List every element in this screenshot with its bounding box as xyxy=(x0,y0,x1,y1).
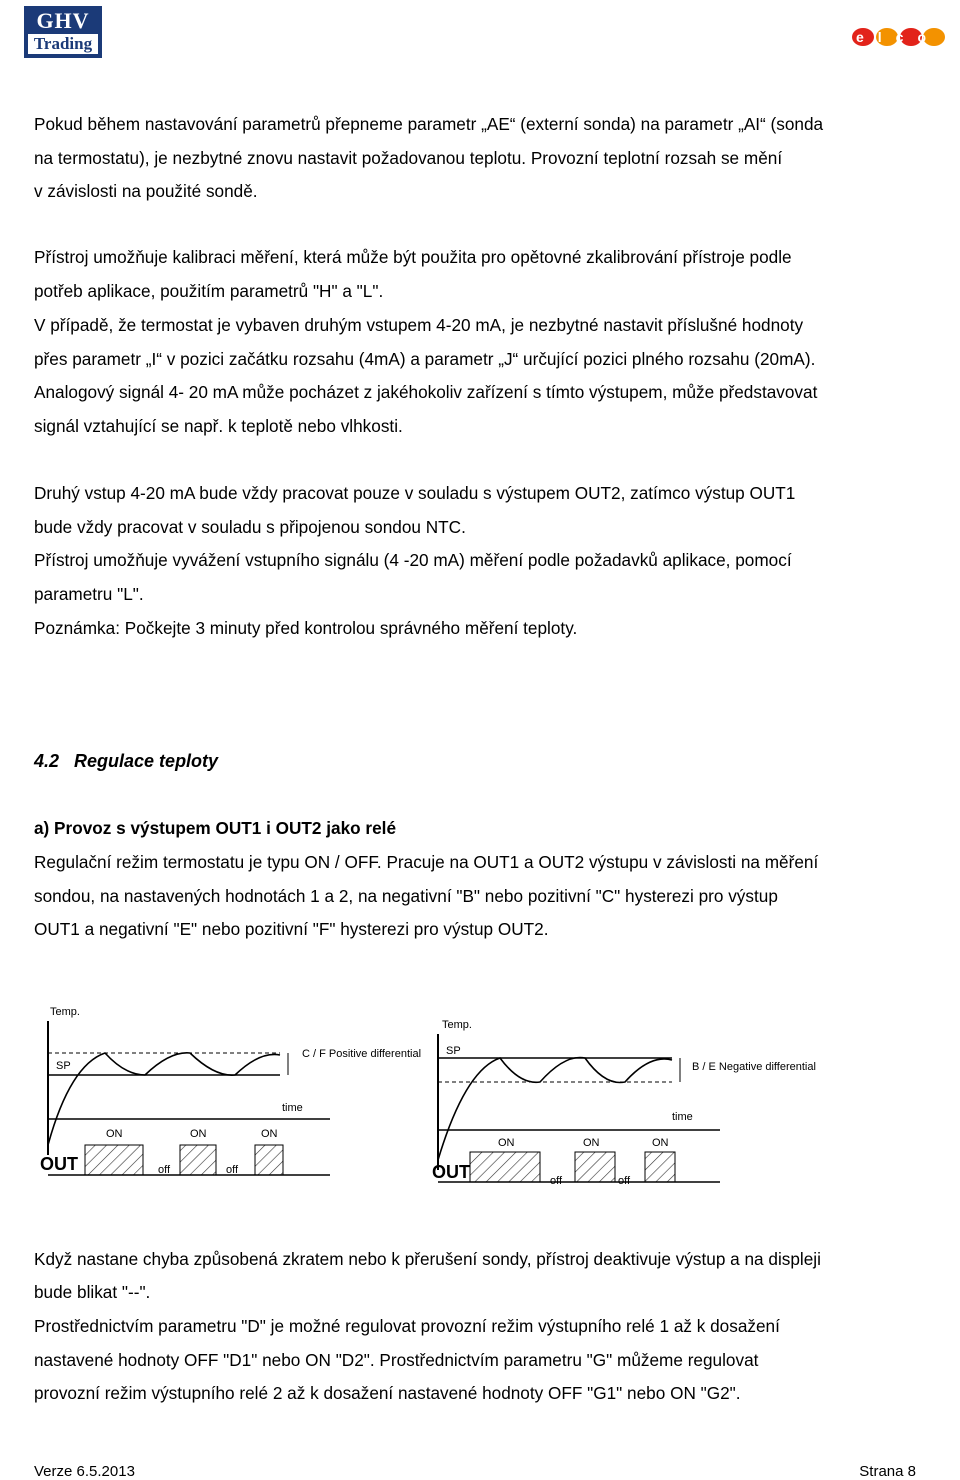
p2-line-1: Přístroj umožňuje kalibraci měření, která může být použita pro opětovné zkalibrování přístroje podle xyxy=(34,247,792,267)
time-label: time xyxy=(282,1102,303,1114)
on-block-3 xyxy=(645,1152,675,1182)
on-block-1 xyxy=(85,1145,143,1175)
p1-line-2: na termostatu), je nezbytné znovu nastavit požadovanou teplotu. Provozní teplotní rozsah se mění xyxy=(34,148,783,168)
on-label-2: ON xyxy=(190,1128,207,1140)
on-label-3: ON xyxy=(261,1128,278,1140)
p3-line-1: V případě, že termostat je vybaven druhým vstupem 4-20 mA, je nezbytné nastavit příslušné hodnoty xyxy=(34,315,804,335)
p4-note: Poznámka: Počkejte 3 minuty před kontrolou správného měření teploty. xyxy=(34,618,578,638)
p4-line-3: Přístroj umožňuje vyvážení vstupního signálu (4 -20 mA) měření podle požadavků aplikace, pomocí xyxy=(34,550,792,570)
p5-line-1: Regulační režim termostatu je typu ON / OFF. Pracuje na OUT1 a OUT2 výstupu v závislosti na měření xyxy=(34,852,819,872)
on-label-1: ON xyxy=(498,1137,515,1149)
diagram-positive-differential xyxy=(30,995,440,1205)
logo-trading-text: Trading xyxy=(28,34,98,54)
p3-line-4: signál vztahující se např. k teplotě nebo vlhkosti. xyxy=(34,416,403,436)
on-label-2: ON xyxy=(583,1137,600,1149)
logo-elco-text: elco xyxy=(855,29,941,45)
negative-differential-label: B / E Negative differential xyxy=(692,1061,816,1073)
sp-label: SP xyxy=(56,1060,71,1072)
temp-axis-label: Temp. xyxy=(50,1006,80,1018)
logo-ghv-text: GHV xyxy=(36,8,90,33)
p4-line-2: bude vždy pracovat v souladu s připojenou sondou NTC. xyxy=(34,517,466,537)
on-label-3: ON xyxy=(652,1137,669,1149)
p6-line-4: nastavené hodnoty OFF "D1" nebo ON "D2". Prostřednictvím parametru "G" můžeme regulovat xyxy=(34,1350,759,1370)
p3-line-3: Analogový signál 4- 20 mA může pocházet z jakéhokoliv zařízení s tímto výstupem, může představovat xyxy=(34,382,818,402)
on-label-1: ON xyxy=(106,1128,123,1140)
time-label: time xyxy=(672,1111,693,1123)
positive-differential-label: C / F Positive differential xyxy=(302,1048,422,1060)
section-heading: 4.2 Regulace teploty xyxy=(34,751,219,771)
p3-line-2: přes parametr „I“ v pozici začátku rozsahu (4mA) a parametr „J“ určující pozici plného rozsahu (20mA). xyxy=(34,349,816,369)
p4-line-1: Druhý vstup 4-20 mA bude vždy pracovat pouze v souladu s výstupem OUT2, zatímco výstup OUT1 xyxy=(34,483,796,503)
out-label: OUT xyxy=(432,1162,470,1182)
off-label-1: off xyxy=(158,1164,171,1176)
p5-line-2: sondou, na nastavených hodnotách 1 a 2, na negativní "B" nebo pozitivní "C" hysterezi pro výstup xyxy=(34,886,778,906)
p6-line-3: Prostřednictvím parametru "D" je možné regulovat provozní režim výstupního relé 1 až k dosažení xyxy=(34,1316,780,1336)
ghv-trading-logo xyxy=(24,6,102,58)
on-block-2 xyxy=(180,1145,216,1175)
off-label-2: off xyxy=(618,1175,631,1187)
subheading: a) Provoz s výstupem OUT1 i OUT2 jako relé xyxy=(34,818,397,838)
p4-line-4: parametru "L". xyxy=(34,584,144,604)
temp-axis-label: Temp. xyxy=(442,1019,472,1031)
footer-page-number: Strana 8 xyxy=(859,1463,916,1480)
p5-line-3: OUT1 a negativní "E" nebo pozitivní "F" hysterezi pro výstup OUT2. xyxy=(34,919,549,939)
on-block-3 xyxy=(255,1145,283,1175)
off-label-2: off xyxy=(226,1164,239,1176)
off-label-1: off xyxy=(550,1175,563,1187)
p6-line-5: provozní režim výstupního relé 2 až k dosažení nastavené hodnoty OFF "G1" nebo ON "G2". xyxy=(34,1383,741,1403)
on-block-2 xyxy=(575,1152,615,1182)
on-block-1 xyxy=(470,1152,540,1182)
diagram-negative-differential xyxy=(420,1010,840,1220)
temperature-curve xyxy=(438,1058,672,1161)
p6-line-1: Když nastane chyba způsobená zkratem nebo k přerušení sondy, přístroj deaktivuje výstup a na displeji xyxy=(34,1249,821,1269)
temperature-curve xyxy=(48,1053,280,1145)
p2-line-2: potřeb aplikace, použitím parametrů "H" a "L". xyxy=(34,281,384,301)
elco-logo xyxy=(850,22,946,52)
p6-line-2: bude blikat "--". xyxy=(34,1282,151,1302)
p1-line-3: v závislosti na použité sondě. xyxy=(34,181,258,201)
p1-line-1: Pokud během nastavování parametrů přepneme parametr „AE“ (externí sonda) na parametr „AI“ (sonda xyxy=(34,114,824,134)
footer-version: Verze 6.5.2013 xyxy=(34,1463,135,1480)
out-label: OUT xyxy=(40,1154,78,1174)
sp-label: SP xyxy=(446,1045,461,1057)
